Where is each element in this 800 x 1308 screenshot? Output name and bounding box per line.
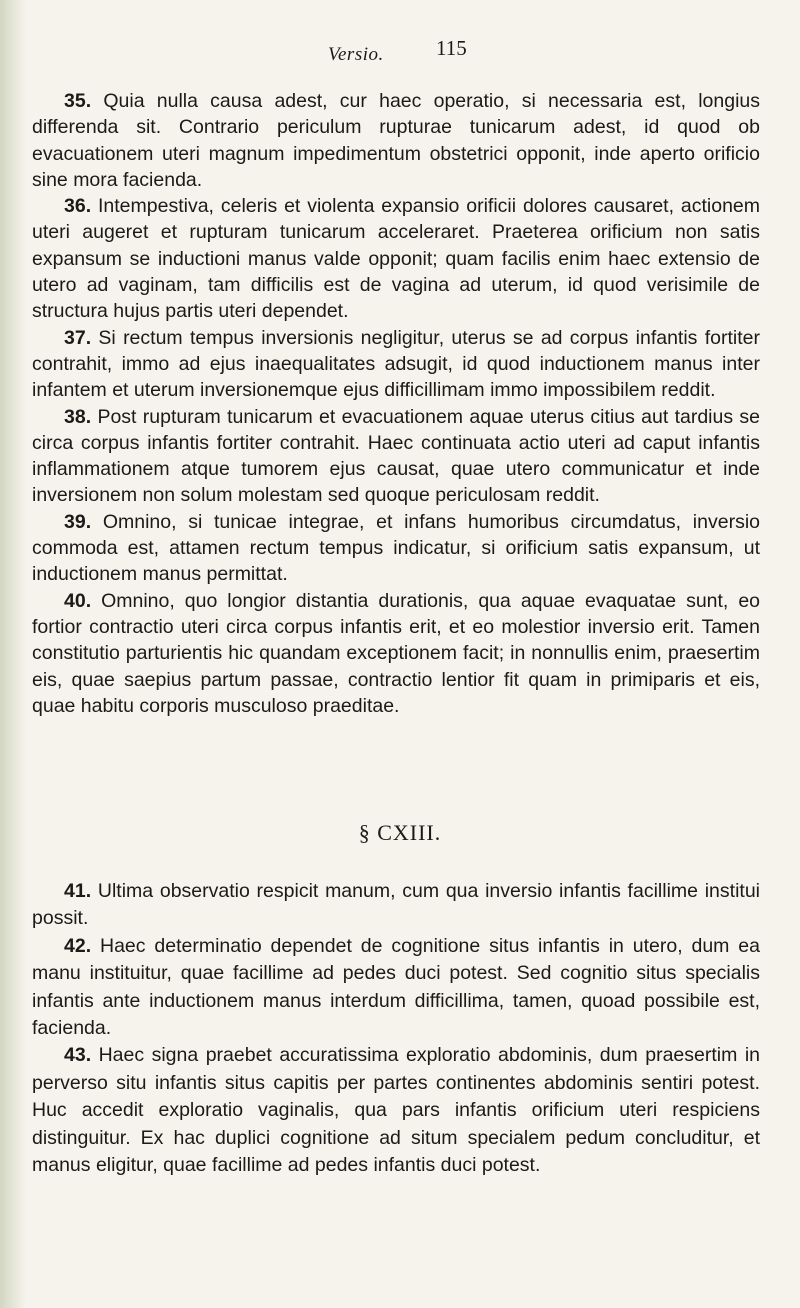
paragraph-41 <box>32 878 760 933</box>
paragraph-35 <box>32 88 760 193</box>
paragraph-text: Haec determinatio dependet de cognitione situs infantis in utero, dum ea manu instituitur, quae facillime ad pedes duci potest. Sed cognitio situs specialis infantis ante inductionem manus interdum difficillima, tamen, quoad possibile est, facienda. <box>32 934 760 1040</box>
running-title: Versio. <box>328 44 384 65</box>
paragraph-text: Si rectum tempus inversionis negligitur, uterus se ad corpus infantis fortiter contrahit, immo ad ejus inaequalitates adsugit, id quod inductionem manus inter infantem et uterum inversionemque ejus difficillimam immo impossibilem reddit. <box>32 326 760 402</box>
paragraph-number: 36. <box>64 195 92 218</box>
paragraph-number: 40. <box>64 589 92 612</box>
running-head <box>0 36 800 70</box>
paragraph-text: Intempestiva, celeris et violenta expansio orificii dolores causaret, actionem uteri augeret et rupturam tunicarum acceleraret. Praeterea orificium non satis expansum se inductioni manus valde opponit; quam facilis enim haec extensio de utero ad vaginam, tam difficilis est de vagina ad uterum, id quod verisimile de structura hujus partis uteri dependet. <box>32 195 760 323</box>
paragraph-number: 35. <box>64 90 92 112</box>
paragraph-40 <box>32 588 760 719</box>
paragraph-text: Post rupturam tunicarum et evacuationem aquae uterus citius aut tardius se circa corpus infantis fortiter contrahit. Haec continuata actio uteri ad caput infantis inflammationem atque tumorem ejus causat, quae utero communicatur et inde inversionem non solum molestam sed quoque periculosam reddit. <box>32 405 761 507</box>
paragraph-43 <box>32 1042 760 1179</box>
body-text-upper <box>32 88 760 719</box>
paragraph-38 <box>32 404 760 509</box>
paragraph-number: 37. <box>64 326 92 349</box>
body-text-lower <box>32 878 760 1179</box>
paragraph-39 <box>32 509 760 588</box>
paragraph-text: Haec signa praebet accuratissima exploratio abdominis, dum praesertim in perverso situ infantis situs capitis per partes continentes abdominis sentiri potest. Huc accedit exploratio vaginalis, qua pars infantis orificium uteri respiciens distinguitur. Ex hac duplici cognitione ad situm specialem pedum concluditur, et manus eligitur, quae facillime ad pedes infantis duci potest. <box>32 1044 760 1177</box>
paragraph-number: 39. <box>64 510 92 533</box>
paragraph-text: Ultima observatio respicit manum, cum qua inversio infantis facillime institui possit. <box>32 880 760 930</box>
paragraph-42 <box>32 933 760 1043</box>
paragraph-text: Quia nulla causa adest, cur haec operatio, si necessaria est, longius differenda sit. Contrario periculum rupturae tunicarum adest, id quod ob evacuationem uteri magnum impedimentum obstetrici opponit, inde aperto orificio sine mora facienda. <box>32 90 761 191</box>
paragraph-number: 41. <box>64 880 92 902</box>
section-heading: § CXIII. <box>358 820 442 845</box>
paragraph-number: 43. <box>64 1044 92 1067</box>
spine-shadow <box>0 0 26 1308</box>
paragraph-37 <box>32 325 760 404</box>
paragraph-text: Omnino, si tunicae integrae, et infans humoribus circumdatus, inversio commoda est, attamen rectum tempus indicatur, si orificium satis expansum, ut inductionem manus permittat. <box>32 510 760 586</box>
paragraph-number: 42. <box>64 934 92 957</box>
paragraph-36 <box>32 193 760 324</box>
paragraph-text: Omnino, quo longior distantia durationis, qua aquae evaquatae sunt, eo fortior contractio uteri circa corpus infantis erit, et eo molestior inversio erit. Tamen constitutio parturientis hic quandam exceptionem facit; in nonnullis enim, praesertim eis, quae saepius partum passae, contractio lentior fit quam in primiparis et eis, quae habitu corporis musculoso praeditae. <box>32 589 761 717</box>
paragraph-number: 38. <box>64 405 92 428</box>
page-number: 115 <box>436 36 467 60</box>
